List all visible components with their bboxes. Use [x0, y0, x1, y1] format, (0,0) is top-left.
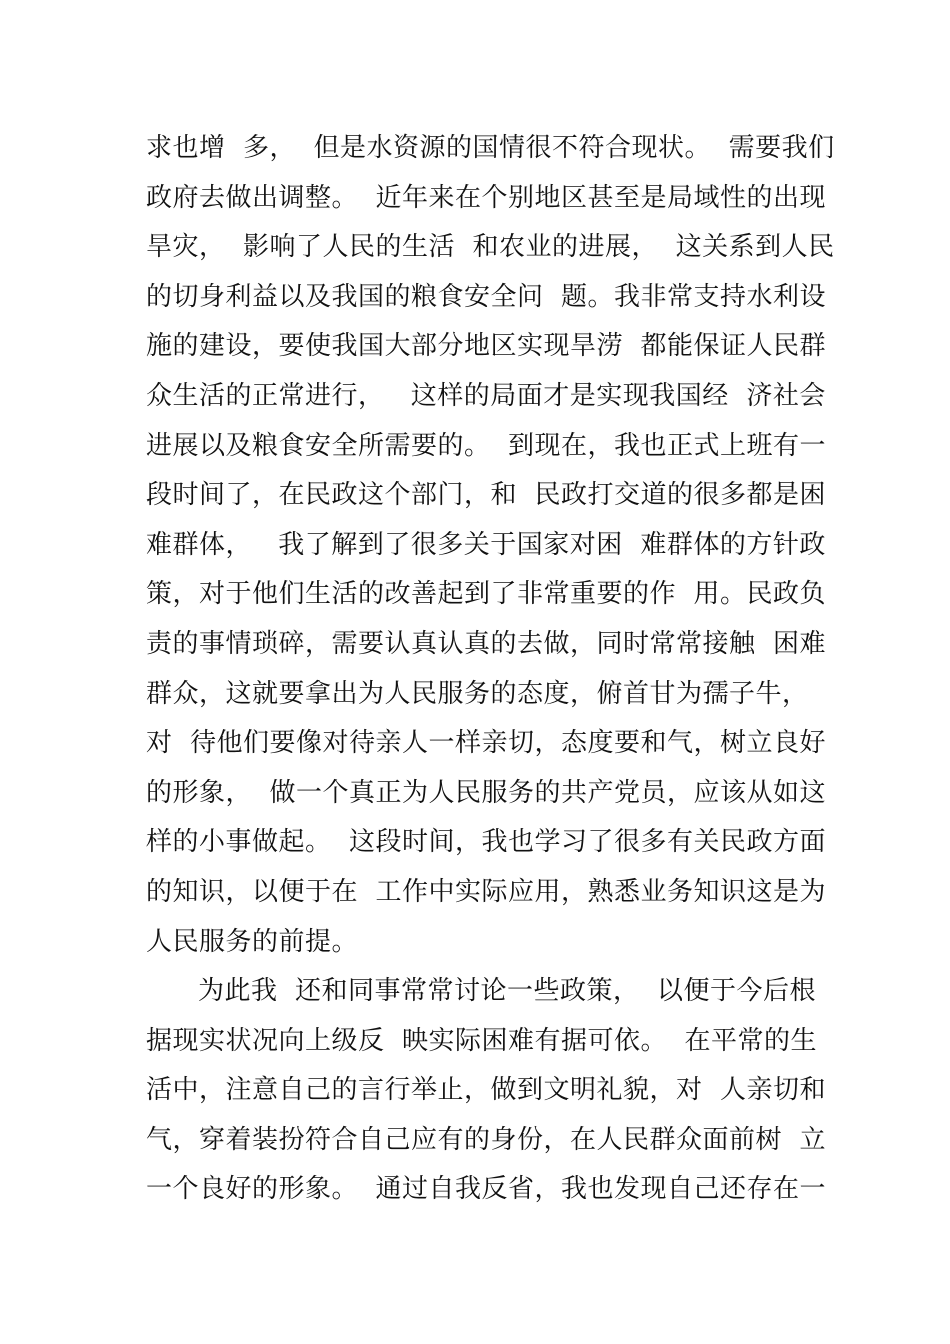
text-line: 群众，这就要拿出为人民服务的态度，俯首甘为孺子牛， [146, 678, 809, 709]
text-line: 的切身利益以及我国的粮食安全问 题。我非常支持水利设 [146, 281, 827, 312]
text-line: 的形象， 做一个真正为人民服务的共产党员，应该从如这 [146, 777, 827, 808]
text-line: 据现实状况向上级反 映实际困难有据可依。 在平常的生 [146, 1025, 818, 1056]
text-line: 进展以及粮食安全所需要的。 到现在，我也正式上班有一 [146, 430, 827, 461]
text-line: 段时间了，在民政这个部门，和 民政打交道的很多都是困 [146, 480, 827, 511]
text-line: 样的小事做起。 这段时间，我也学习了很多有关民政方面 [146, 827, 827, 858]
text-line: 旱灾， 影响了人民的生活 和农业的进展， 这关系到人民 [146, 232, 835, 263]
text-line: 气，穿着装扮符合自己应有的身份，在人民群众面前树 立 [146, 1124, 827, 1155]
text-line: 人民服务的前提。 [146, 926, 359, 957]
text-line: 求也增 多， 但是水资源的国情很不符合现状。 需要我们 [146, 133, 835, 163]
text-line: 政府去做出调整。 近年来在个别地区甚至是局域性的出现 [146, 182, 827, 213]
paragraph-start-line: 为此我 还和同事常常讨论一些政策， 以便于今后根 [198, 976, 817, 1007]
text-line: 的知识，以便于在 工作中实际应用，熟悉业务知识这是为 [146, 876, 827, 907]
text-line: 责的事情琐碎，需要认真认真的去做，同时常常接触 困难 [146, 628, 827, 659]
text-line: 施的建设，要使我国大部分地区实现旱涝 都能保证人民群 [146, 331, 827, 362]
text-line: 难群体， 我了解到了很多关于国家对困 难群体的方针政 [146, 529, 826, 560]
text-line: 策，对于他们生活的改善起到了非常重要的作 用。民政负 [146, 579, 827, 610]
text-line: 众生活的正常进行， 这样的局面才是实现我国经 济社会 [146, 380, 826, 411]
body-text [146, 124, 835, 1215]
text-line: 一个良好的形象。 通过自我反省，我也发现自己还存在一 [146, 1174, 827, 1205]
text-line: 对 待他们要像对待亲人一样亲切，态度要和气，树立良好 [146, 728, 827, 759]
text-line: 活中，注意自己的言行举止，做到文明礼貌，对 人亲切和 [146, 1075, 827, 1106]
